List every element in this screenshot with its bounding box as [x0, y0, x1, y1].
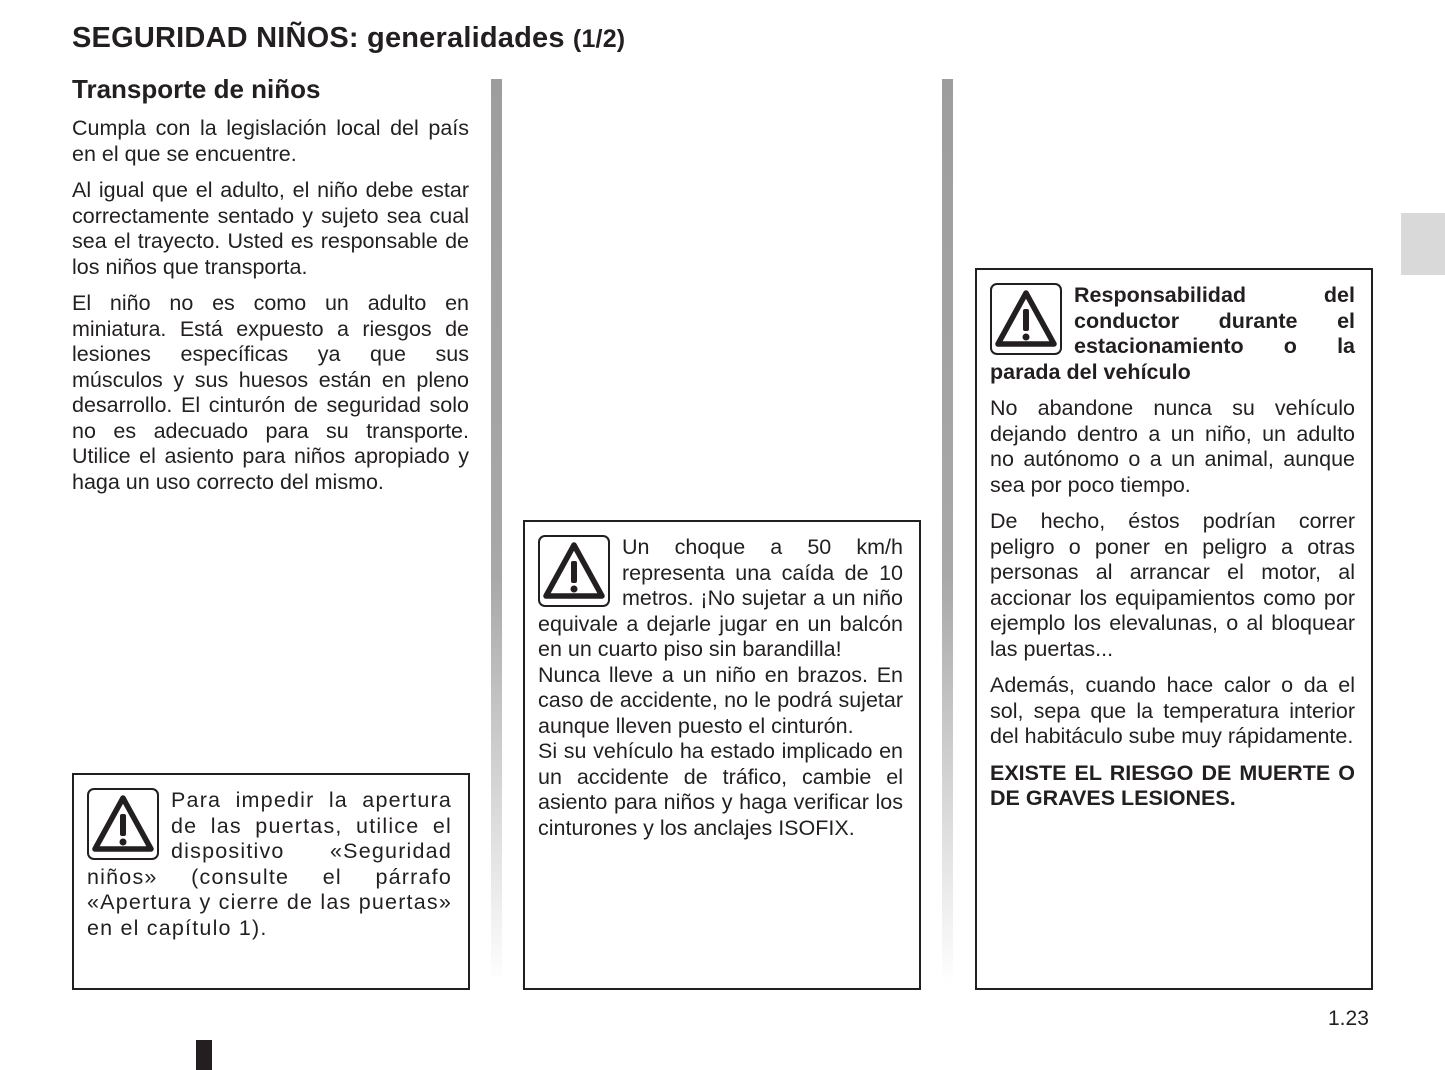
- section-heading: Transporte de niños: [72, 74, 321, 104]
- chapter-tab-marker: [1401, 213, 1445, 275]
- section-paragraph: Al igual que el adulto, el niño debe estar correctamente sentado y sujeto sea cual sea el trayecto. Usted es responsable de los niños que transporta.: [72, 178, 469, 279]
- warning-text: No abandone nunca su vehículo dejando dentro a un niño, un adulto no autónomo o a un animal, aunque sea por poco tiempo.: [990, 396, 1355, 497]
- warning-box-parking: [975, 268, 1373, 990]
- page-title-text: SEGURIDAD NIÑOS: generalidades: [72, 22, 565, 54]
- warning-box-crash: [523, 520, 921, 990]
- warning-text: De hecho, éstos podrían correr peligro o poner en peligro a otras personas al arrancar el motor, al accionar los equipamientos como por ejemplo los elevalunas, o al bloquear las puertas...: [990, 509, 1355, 661]
- warning-text: Además, cuando hace calor o da el sol, sepa que la temperatura interior del habitáculo sube muy rápidamente.: [990, 673, 1355, 748]
- warning-triangle-icon: [87, 788, 159, 860]
- warning-heading: Responsabilidad del conductor durante el estacionamiento o la parada del vehículo: [990, 283, 1355, 384]
- page-number: 1.23: [1328, 1007, 1369, 1030]
- column-divider-left: [491, 79, 502, 984]
- page-indicator: (1/2): [572, 25, 626, 53]
- warning-text: Si su vehículo ha estado implicado en un accidente de tráfico, cambie el asiento para niños y haga verificar los cinturones y los anclajes ISOFIX.: [538, 739, 903, 840]
- warning-text: Para impedir la apertura de las puertas, utilice el dispositivo «Seguridad niños» (consulte el párrafo «Apertura y cierre de las puertas» en el capítulo 1).: [87, 788, 452, 940]
- warning-emphasis: EXISTE EL RIESGO DE MUERTE O DE GRAVES LESIONES.: [990, 760, 1355, 810]
- warning-text: Nunca lleve a un niño en brazos. En caso de accidente, no le podrá sujetar aunque lleven puesto el cinturón.: [538, 662, 903, 738]
- section-paragraph: El niño no es como un adulto en miniatura. Está expuesto a riesgos de lesiones específicas ya que sus músculos y sus huesos están en pleno desarrollo. El cinturón de seguridad solo no es adecuado para su transporte. Utilice el asiento para niños apropiado y haga un uso correcto del mismo.: [72, 291, 469, 494]
- warning-text: Un choque a 50 km/h representa una caída de 10 metros. ¡No sujetar a un niño equivale a dejarle jugar en un balcón en un cuarto piso sin barandilla!: [538, 535, 903, 661]
- warning-triangle-icon: [990, 283, 1062, 355]
- section-body: [72, 116, 469, 506]
- column-divider-right: [942, 79, 953, 984]
- print-mark: [196, 1040, 212, 1070]
- warning-triangle-icon: [538, 535, 610, 607]
- section-paragraph: Cumpla con la legislación local del país en el que se encuentre.: [72, 116, 469, 166]
- warning-box-doors: [72, 773, 470, 990]
- page-title: [72, 22, 625, 55]
